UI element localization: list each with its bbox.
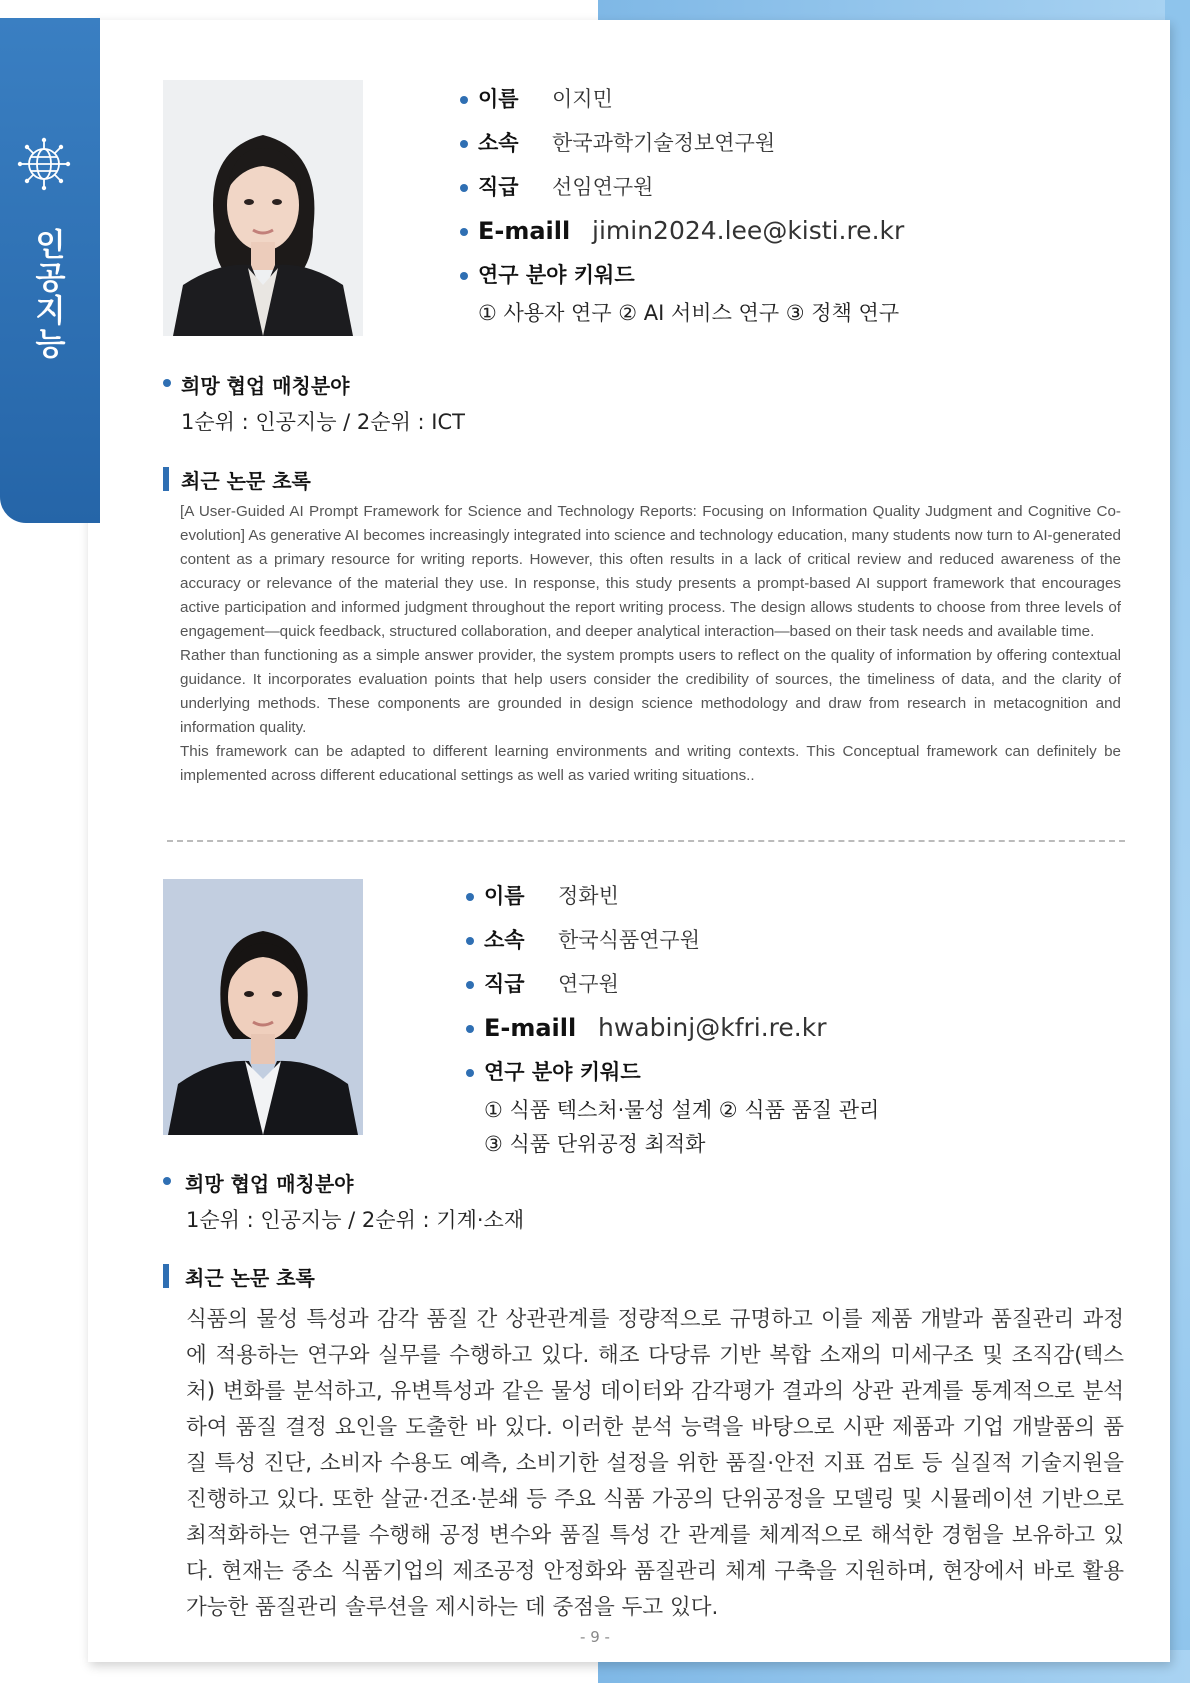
- name-value: 정화빈: [558, 884, 619, 908]
- keywords-title: 연구 분야 키워드: [478, 263, 635, 287]
- affiliation-value: 한국과학기술정보연구원: [552, 131, 776, 155]
- position-value: 선임연구원: [552, 175, 654, 199]
- bullet-dot: [466, 1069, 474, 1077]
- bullet-dot: [466, 937, 474, 945]
- bullet-dot: [466, 1025, 474, 1033]
- position-label: 직급: [478, 175, 519, 199]
- section-bar: [163, 1264, 169, 1288]
- keywords-line: ① 사용자 연구 ② AI 서비스 연구 ③ 정책 연구: [478, 301, 900, 325]
- page-number: - 9 -: [580, 1628, 610, 1646]
- affiliation-value: 한국식품연구원: [558, 928, 701, 952]
- profile-2-photo: [163, 879, 363, 1135]
- bullet-dot: [466, 981, 474, 989]
- keywords-line: ③ 식품 단위공정 최적화: [484, 1132, 706, 1156]
- bullet-dot: [466, 893, 474, 901]
- match-title-text: 희망 협업 매칭분야: [181, 374, 350, 398]
- portrait-photo: [163, 879, 363, 1135]
- bullet-dot: [163, 1177, 171, 1185]
- profile-2-abstract: 식품의 물성 특성과 감각 품질 간 상관관계를 정량적으로 규명하고 이를 제품 개발과 품질관리 과정에 적용하는 연구와 실무를 수행하고 있다. 해조 다당류 기반 복합 소재의 미세구조 및 조직감(텍스처) 변화를 분석하고, 유변특성과 같은 물성 데이터와 감각평가 결과의 상관 관계를 통계적으로 분석하여 품질 결정 요인을 도출한 바 있다. 이러한 분석 능력을 바탕으로 시판 제품과 기업 개발품의 품질 특성 진단, 소비자 수용도 예측, 소비기한 설정을 위한 품질·안전 지표 검토 등 실질적 기술지원을 진행하고 있다. 또한 살균·건조·분쇄 등 주요 식품 가공의 단위공정을 모델링 및 시뮬레이션 기반으로 최적화하는 연구를 수행해 공정 변수와 품질 특성 간 관계를 체계적으로 해석한 경험을 보유하고 있다. 현재는 중소 식품기업의 제조공정 안정화와 품질관리 체계 구축을 지원하며, 현장에서 바로 활용 가능한 품질관리 솔루션을 제시하는 데 중점을 두고 있다.: [186, 1307, 1124, 1620]
- keywords-title: 연구 분야 키워드: [484, 1060, 641, 1084]
- profile-1-abstract: [180, 500, 1121, 788]
- position-value: 연구원: [558, 972, 619, 996]
- match-title-text: 희망 협업 매칭분야: [185, 1172, 354, 1196]
- category-label: 인공지능: [29, 228, 65, 360]
- position-label: 직급: [484, 972, 525, 996]
- bullet-dot: [163, 379, 171, 387]
- bullet-dot: [460, 96, 468, 104]
- section-divider: [167, 840, 1125, 842]
- email-label: E-maill: [484, 1014, 577, 1042]
- section-bar: [163, 467, 169, 491]
- keywords-line: ① 식품 텍스처·물성 설계 ② 식품 품질 관리: [484, 1098, 880, 1122]
- email-value[interactable]: hwabinj@kfri.re.kr: [598, 1013, 827, 1042]
- abstract-paragraph: [A User-Guided AI Prompt Framework for Science and Technology Reports: Focusing on Information Quality Judgment and Cognitive Co-evolution] As generative AI becomes increasingly integrated into science and technology education, many students now turn to AI-generated content as a primary resource for writing reports. However, this often results in a lack of critical review and reduced awareness of the accuracy or relevance of the material they use. In response, this study presents a prompt-based AI support framework that encourages active participation and informed judgment throughout the report writing process. The design allows students to choose from three levels of engagement—quick feedback, structured collaboration, and deeper analytical interaction—based on their task needs and available time.: [180, 503, 1121, 640]
- name-label: 이름: [484, 884, 525, 908]
- bullet-dot: [460, 272, 468, 280]
- globe-icon: [16, 136, 72, 192]
- abstract-paragraph: This framework can be adapted to different learning environments and writing contexts. This Conceptual framework can definitely be implemented across different educational settings as well as varied writing situations..: [180, 743, 1121, 784]
- abstract-paragraph: Rather than functioning as a simple answer provider, the system prompts users to reflect on the quality of information by offering contextual guidance. It incorporates evaluation points that help users consider the credibility of sources, the timeliness of data, and the clarity of underlying methods. These components are grounded in design science methodology and draw from research in metacognition and information quality.: [180, 647, 1121, 736]
- bullet-dot: [460, 184, 468, 192]
- profile-2-match-text: 1순위 : 인공지능 / 2순위 : 기계·소재: [186, 1208, 525, 1232]
- name-label: 이름: [478, 87, 519, 111]
- bullet-dot: [460, 140, 468, 148]
- abstract-title-text: 최근 논문 초록: [185, 1266, 315, 1290]
- name-value: 이지민: [552, 87, 613, 111]
- profile-1-match-text: 1순위 : 인공지능 / 2순위 : ICT: [181, 410, 465, 434]
- email-value[interactable]: jimin2024.lee@kisti.re.kr: [592, 216, 905, 245]
- affiliation-label: 소속: [478, 131, 519, 155]
- email-label: E-maill: [478, 217, 571, 245]
- abstract-title-text: 최근 논문 초록: [181, 469, 311, 493]
- bullet-dot: [460, 228, 468, 236]
- profile-1-photo: [163, 80, 363, 336]
- portrait-photo: [163, 80, 363, 336]
- affiliation-label: 소속: [484, 928, 525, 952]
